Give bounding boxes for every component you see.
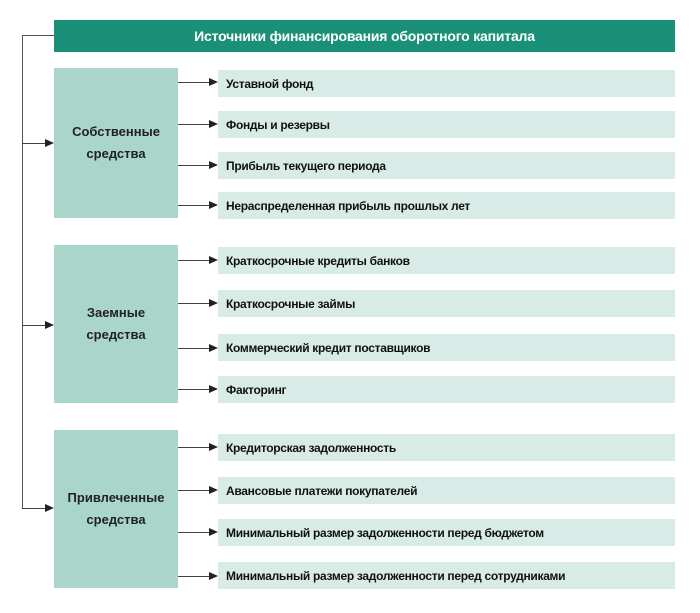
item-connector — [178, 532, 210, 533]
arrow-icon — [45, 321, 54, 329]
item-connector — [178, 82, 210, 83]
diagram-title: Источники финансирования оборотного капитала — [54, 20, 675, 52]
item-connector — [178, 205, 210, 206]
item-connector — [178, 303, 210, 304]
group-box-own-funds — [54, 68, 178, 218]
arrow-icon — [45, 139, 54, 147]
list-item: Факторинг — [218, 376, 675, 403]
item-connector — [178, 389, 210, 390]
group-connector — [22, 508, 46, 509]
group-label-line1: Привлеченные — [67, 490, 165, 505]
main-connector-horizontal — [22, 35, 54, 36]
item-connector — [178, 576, 210, 577]
group-box-borrowed-funds — [54, 245, 178, 403]
arrow-icon — [209, 344, 218, 352]
arrow-icon — [209, 443, 218, 451]
list-item: Краткосрочные кредиты банков — [218, 247, 675, 274]
list-item: Фонды и резервы — [218, 111, 675, 138]
group-label-line2: средства — [86, 327, 146, 342]
group-box-attracted-funds — [54, 430, 178, 588]
group-label-line1: Собственные — [72, 124, 160, 139]
item-connector — [178, 447, 210, 448]
list-item: Коммерческий кредит поставщиков — [218, 334, 675, 361]
arrow-icon — [209, 572, 218, 580]
arrow-icon — [209, 120, 218, 128]
list-item: Минимальный размер задолженности перед сотрудниками — [218, 562, 675, 589]
list-item: Кредиторская задолженность — [218, 434, 675, 461]
group-label-line2: средства — [86, 512, 146, 527]
arrow-icon — [209, 256, 218, 264]
arrow-icon — [209, 528, 218, 536]
item-connector — [178, 260, 210, 261]
arrow-icon — [209, 161, 218, 169]
arrow-icon — [45, 504, 54, 512]
arrow-icon — [209, 385, 218, 393]
item-connector — [178, 124, 210, 125]
list-item: Уставной фонд — [218, 70, 675, 97]
item-connector — [178, 348, 210, 349]
group-label-line2: средства — [86, 146, 146, 161]
arrow-icon — [209, 201, 218, 209]
arrow-icon — [209, 486, 218, 494]
list-item: Минимальный размер задолженности перед бюджетом — [218, 519, 675, 546]
list-item: Нераспределенная прибыль прошлых лет — [218, 192, 675, 219]
list-item: Краткосрочные займы — [218, 290, 675, 317]
list-item: Прибыль текущего периода — [218, 152, 675, 179]
group-connector — [22, 143, 46, 144]
arrow-icon — [209, 299, 218, 307]
arrow-icon — [209, 78, 218, 86]
item-connector — [178, 490, 210, 491]
group-label-line1: Заемные — [86, 305, 146, 320]
list-item: Авансовые платежи покупателей — [218, 477, 675, 504]
group-connector — [22, 325, 46, 326]
main-connector-vertical — [22, 35, 23, 509]
item-connector — [178, 165, 210, 166]
